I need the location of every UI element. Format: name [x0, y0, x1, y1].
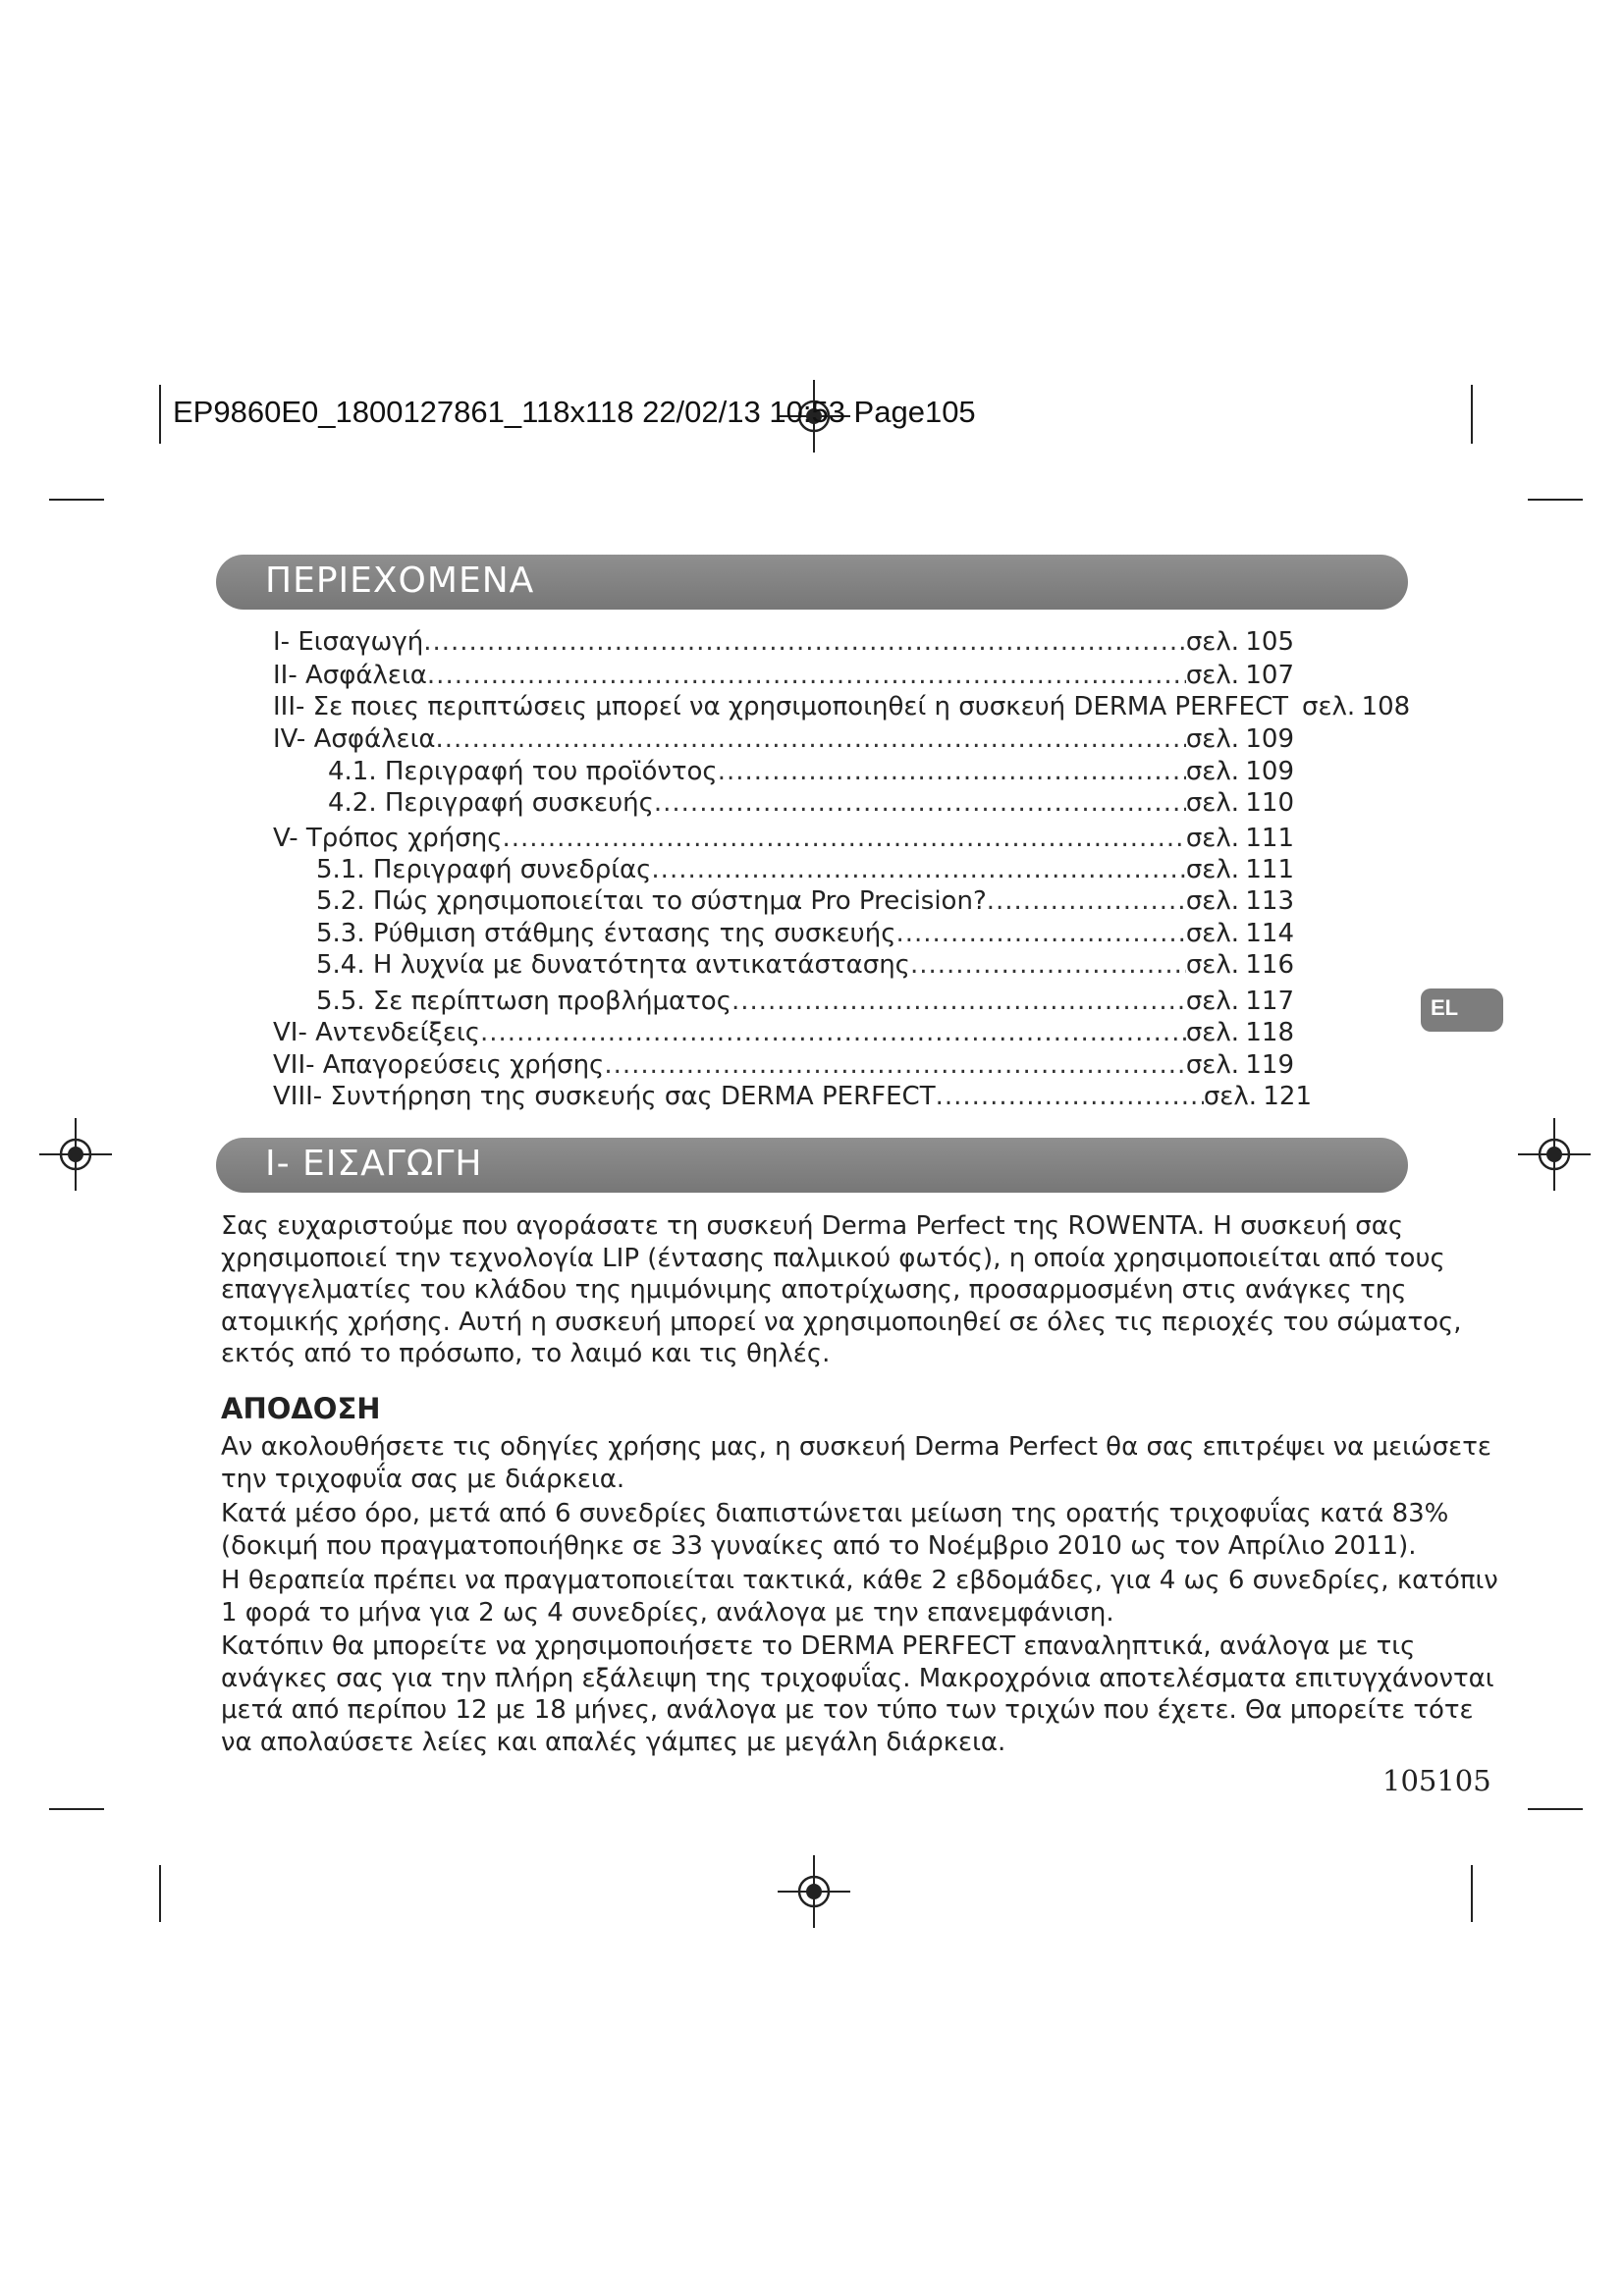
language-tab-label: EL [1431, 995, 1459, 1020]
toc-item-page-word: σελ. [1185, 1050, 1239, 1080]
toc-item-page-word: σελ. [1185, 757, 1239, 786]
toc-item-page: 118 [1245, 1018, 1294, 1047]
toc-item-page-word: σελ. [1185, 724, 1239, 754]
toc-item-label: 5.2. Πώς χρησιμοποιείται το σύστημα Pro Precision? [316, 886, 987, 916]
crop-mark [1471, 1865, 1473, 1922]
toc-item [273, 823, 1294, 854]
intro-paragraph: Σας ευχαριστούμε που αγοράσατε τη συσκευή Derma Perfect της ROWENTA. Η συσκευή σας χρησιμοποιεί την τεχνολογία LIP (έντασης παλμικού φωτός), η οποία χρησιμοποιείται από τους επαγγελματίες του κλάδου της ημιμόνιμης αποτρίχωσης, προσαρμοσμένη στις ανάγκες της ατομικής χρήσης. Αυτή η συσκευή μπορεί να χρησιμοποιηθεί σε όλες τις περιοχές του σώματος, εκτός από το πρόσωπο, το λαιμό και τις θηλές. [221, 1211, 1462, 1368]
toc-item-page-word: σελ. [1185, 1018, 1239, 1047]
crop-mark [1471, 385, 1473, 444]
performance-paragraph: Κατά μέσο όρο, μετά από 6 συνεδρίες διαπιστώνεται μείωση της ορατής τριχοφυΐας κατά 83% (δοκιμή που πραγματοποιήθηκε σε 33 γυναίκες από το Νοέμβριο 2010 ως τον Απρίλιο 2011). [221, 1499, 1449, 1561]
toc-item-page: 116 [1245, 950, 1294, 980]
toc-item-label: II- Ασφάλεια [273, 661, 427, 690]
print-slug: EP9860E0_1800127861_118x118 22/02/13 10:53 Page105 [173, 395, 976, 429]
toc-item-page-word: σελ. [1185, 886, 1239, 916]
toc-item-page-word: σελ. [1185, 919, 1239, 948]
crop-mark [1528, 499, 1583, 501]
toc-item [328, 787, 1294, 819]
language-tab [1421, 988, 1503, 1032]
toc-item [273, 723, 1294, 755]
toc-item-page-word: σελ. [1185, 788, 1239, 818]
toc-item [273, 691, 1411, 722]
toc-item-label: 5.4. Η λυχνία με δυνατότητα αντικατάστασης [316, 950, 910, 980]
toc-header-bar [216, 555, 1408, 610]
toc-item [273, 1049, 1294, 1081]
crop-mark [49, 499, 104, 501]
toc-item [273, 626, 1294, 658]
toc-item-page: 111 [1245, 824, 1294, 853]
toc-item-page: 113 [1245, 886, 1294, 916]
toc-item-label: 5.5. Σε περίπτωση προβλήματος [316, 987, 731, 1016]
toc-item [273, 1017, 1294, 1048]
crop-mark [49, 1808, 104, 1810]
toc-item-label: 4.2. Περιγραφή συσκευής [328, 788, 654, 818]
toc-item-label: VIII- Συντήρηση της συσκευής σας DERMA PERFECT [273, 1082, 936, 1111]
toc-item [328, 756, 1294, 787]
performance-paragraph: Κατόπιν θα μπορείτε να χρησιμοποιήσετε το DERMA PERFECT επαναληπτικά, ανάλογα με τις ανάγκες σας για την πλήρη εξάλειψη της τριχοφυΐας. Μακροχρόνια αποτελέσματα επιτυγχάνονται μετά από περίπου 12 με 18 μήνες, ανάλογα με τον τύπο των τριχών που έχετε. Θα μπορείτε τότε να απολαύσετε λείες και απαλές γάμπες με μεγάλη διάρκεια. [221, 1631, 1494, 1757]
toc-item [316, 949, 1294, 981]
toc-item-page-word: σελ. [1302, 692, 1356, 721]
toc-item-page: 111 [1245, 855, 1294, 884]
toc-item [316, 918, 1294, 949]
toc-item-page: 109 [1245, 757, 1294, 786]
performance-paragraph: Αν ακολουθήσετε τις οδηγίες χρήσης μας, η συσκευή Derma Perfect θα σας επιτρέψει να μειώσετε την τριχοφυΐα σας με διάρκεια. [221, 1432, 1491, 1494]
performance-paragraph: Η θεραπεία πρέπει να πραγματοποιείται τακτικά, κάθε 2 εβδομάδες, για 4 ως 6 συνεδρίες, κατόπιν 1 φορά το μήνα για 2 ως 4 συνεδρίες, ανάλογα με την επανεμφάνιση. [221, 1566, 1498, 1628]
toc-item-page-word: σελ. [1185, 987, 1239, 1016]
toc-item-page: 114 [1245, 919, 1294, 948]
toc-item-page-word: σελ. [1185, 855, 1239, 884]
performance-heading: ΑΠΟΔΟΣΗ [221, 1392, 381, 1425]
crop-mark [159, 1865, 161, 1922]
crop-mark [159, 385, 161, 444]
toc-item [273, 1081, 1312, 1112]
toc-item-page: 121 [1263, 1082, 1312, 1111]
toc-item-page: 119 [1245, 1050, 1294, 1080]
toc-item-page: 108 [1361, 692, 1411, 721]
registration-mark-icon [1518, 1118, 1591, 1191]
page-number: 105105 [1382, 1764, 1491, 1797]
toc-item-page-word: σελ. [1203, 1082, 1257, 1111]
toc-item-page: 107 [1245, 661, 1294, 690]
toc-item-page: 117 [1245, 987, 1294, 1016]
toc-item-page-word: σελ. [1185, 824, 1239, 853]
toc-item-label: I- Εισαγωγή [273, 627, 424, 657]
toc-item-page-word: σελ. [1185, 627, 1239, 657]
toc-item-page: 109 [1245, 724, 1294, 754]
toc-item [316, 854, 1294, 885]
toc-item [316, 986, 1294, 1017]
registration-mark-icon [778, 1855, 850, 1928]
intro-header-bar [216, 1138, 1408, 1193]
crop-mark [1528, 1808, 1583, 1810]
toc-item-label: 4.1. Περιγραφή του προϊόντος [328, 757, 718, 786]
toc-title: ΠΕΡΙΕΧΟΜΕΝΑ [265, 561, 535, 601]
toc-item [316, 885, 1294, 917]
toc-item-page: 105 [1245, 627, 1294, 657]
toc-item-page: 110 [1245, 788, 1294, 818]
toc-item-page-word: σελ. [1185, 661, 1239, 690]
toc-item-label: VII- Απαγορεύσεις χρήσης [273, 1050, 605, 1080]
toc-item [273, 660, 1294, 691]
toc-item-label: V- Τρόπος χρήσης [273, 824, 503, 853]
toc-item-label: IV- Ασφάλεια [273, 724, 436, 754]
intro-title: I- ΕΙΣΑΓΩΓΗ [265, 1144, 483, 1184]
toc-item-label: VI- Αντενδείξεις [273, 1018, 481, 1047]
toc-item-label: III- Σε ποιες περιπτώσεις μπορεί να χρησιμοποιηθεί η συσκευή DERMA PERFECT [273, 692, 1289, 721]
toc-item-page-word: σελ. [1185, 950, 1239, 980]
toc-item-label: 5.1. Περιγραφή συνεδρίας [316, 855, 652, 884]
registration-mark-icon [39, 1118, 112, 1191]
toc-item-label: 5.3. Ρύθμιση στάθμης έντασης της συσκευής [316, 919, 896, 948]
